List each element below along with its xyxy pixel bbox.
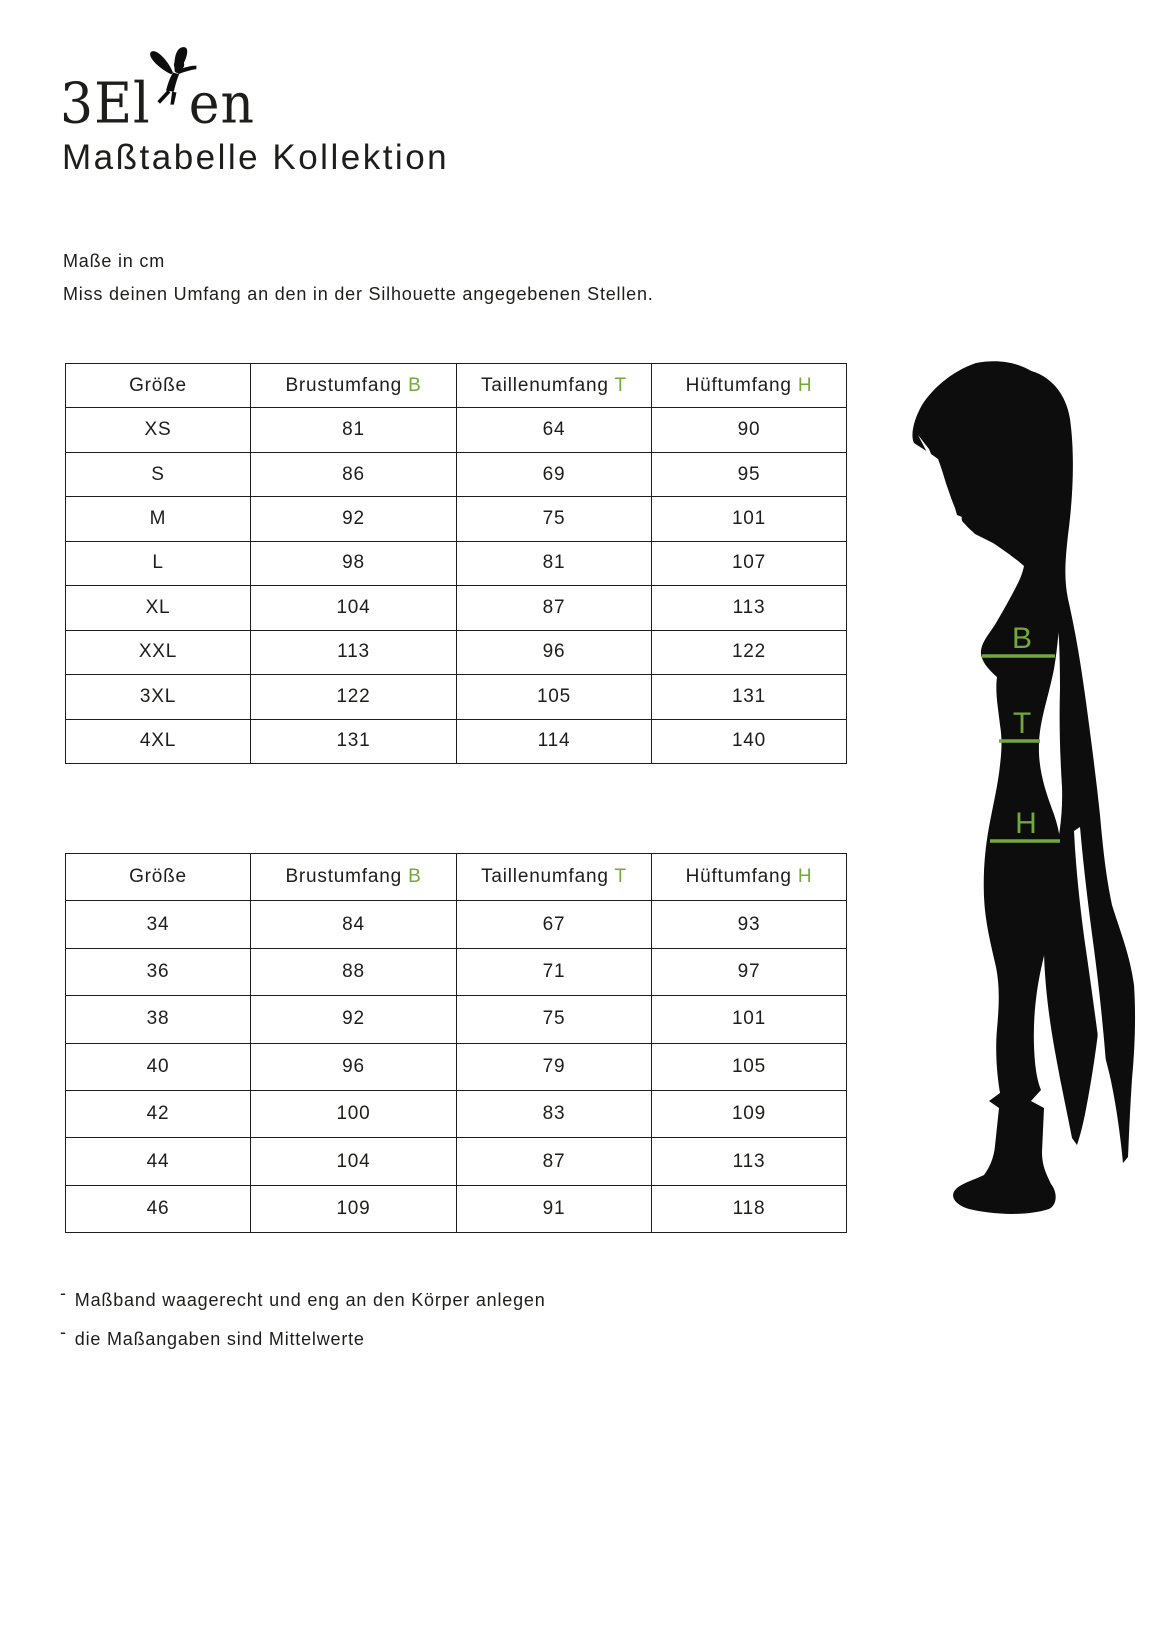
table-row bbox=[66, 1090, 847, 1137]
hip-label: H bbox=[1015, 807, 1037, 840]
table-cell: 131 bbox=[251, 719, 457, 763]
table-cell: 92 bbox=[251, 996, 457, 1043]
table-row bbox=[66, 1043, 847, 1090]
note-dash: - bbox=[60, 1322, 67, 1342]
intro-text bbox=[63, 245, 654, 311]
table-cell: XL bbox=[66, 586, 251, 630]
table-cell: 93 bbox=[652, 901, 847, 948]
intro-line-units: Maße in cm bbox=[63, 251, 166, 271]
table-cell: 98 bbox=[251, 541, 457, 585]
table-cell: 113 bbox=[652, 586, 847, 630]
note-item bbox=[60, 1281, 546, 1320]
table-cell: 90 bbox=[652, 408, 847, 452]
page-title: Maßtabelle Kollektion bbox=[62, 138, 450, 177]
table-cell: 113 bbox=[652, 1138, 847, 1185]
column-header-size: Größe bbox=[66, 854, 251, 901]
table-cell: 86 bbox=[251, 452, 457, 496]
table-cell: 4XL bbox=[66, 719, 251, 763]
table-cell: 42 bbox=[66, 1090, 251, 1137]
bust-letter-badge: B bbox=[408, 374, 422, 396]
table-cell: 81 bbox=[251, 408, 457, 452]
silhouette-body bbox=[912, 361, 1070, 1214]
hip-letter-badge: H bbox=[797, 374, 813, 396]
table-cell: 75 bbox=[457, 996, 652, 1043]
table-cell: 122 bbox=[652, 630, 847, 674]
table-cell: 97 bbox=[652, 948, 847, 995]
note-text: Maßband waagerecht und eng an den Körper anlegen bbox=[74, 1290, 546, 1310]
table-cell: 109 bbox=[251, 1185, 457, 1232]
table-cell: 101 bbox=[652, 497, 847, 541]
table-cell: S bbox=[66, 452, 251, 496]
table-cell: 71 bbox=[457, 948, 652, 995]
measurement-notes bbox=[60, 1281, 546, 1359]
table-cell: L bbox=[66, 541, 251, 585]
note-dash: - bbox=[60, 1283, 67, 1303]
waist-letter-badge: T bbox=[614, 374, 627, 396]
bust-label: B bbox=[1011, 622, 1033, 655]
table-cell: 83 bbox=[457, 1090, 652, 1137]
column-header-bust: Brustumfang B bbox=[251, 854, 457, 901]
table-cell: 109 bbox=[652, 1090, 847, 1137]
silhouette-figure bbox=[872, 356, 1137, 1218]
table-header-row bbox=[66, 854, 847, 901]
table-cell: 101 bbox=[652, 996, 847, 1043]
table-cell: 81 bbox=[457, 541, 652, 585]
size-table-german bbox=[65, 853, 847, 1233]
table-cell: 38 bbox=[66, 996, 251, 1043]
table-row bbox=[66, 452, 847, 496]
table-cell: 88 bbox=[251, 948, 457, 995]
brand-text-left: 3El bbox=[60, 71, 151, 137]
table-cell: 104 bbox=[251, 586, 457, 630]
column-header-size: Größe bbox=[66, 364, 251, 408]
table-cell: 87 bbox=[457, 586, 652, 630]
column-header-hip: Hüftumfang H bbox=[652, 854, 847, 901]
note-text: die Maßangaben sind Mittelwerte bbox=[74, 1329, 365, 1349]
table-cell: 114 bbox=[457, 719, 652, 763]
table-cell: 69 bbox=[457, 452, 652, 496]
table-row bbox=[66, 497, 847, 541]
table-cell: 87 bbox=[457, 1138, 652, 1185]
table-cell: 96 bbox=[457, 630, 652, 674]
table-row bbox=[66, 996, 847, 1043]
table-cell: 44 bbox=[66, 1138, 251, 1185]
table-row bbox=[66, 901, 847, 948]
table-cell: 46 bbox=[66, 1185, 251, 1232]
brand-text-right: en bbox=[188, 71, 255, 137]
table-cell: 105 bbox=[652, 1043, 847, 1090]
table-cell: 96 bbox=[251, 1043, 457, 1090]
table-cell: 118 bbox=[652, 1185, 847, 1232]
table-row bbox=[66, 675, 847, 719]
table-cell: 107 bbox=[652, 541, 847, 585]
table-cell: 84 bbox=[251, 901, 457, 948]
table-cell: 67 bbox=[457, 901, 652, 948]
table-row bbox=[66, 541, 847, 585]
table-row bbox=[66, 1138, 847, 1185]
table-row bbox=[66, 586, 847, 630]
table-cell: 34 bbox=[66, 901, 251, 948]
table-cell: 100 bbox=[251, 1090, 457, 1137]
note-item bbox=[60, 1320, 546, 1359]
table-cell: 131 bbox=[652, 675, 847, 719]
table-cell: XXL bbox=[66, 630, 251, 674]
table-cell: 95 bbox=[652, 452, 847, 496]
table-row bbox=[66, 948, 847, 995]
table-cell: 140 bbox=[652, 719, 847, 763]
column-header-waist: Taillenumfang T bbox=[457, 364, 652, 408]
table-cell: 79 bbox=[457, 1043, 652, 1090]
table-cell: 92 bbox=[251, 497, 457, 541]
table-row bbox=[66, 408, 847, 452]
column-header-bust: Brustumfang B bbox=[251, 364, 457, 408]
table-cell: 64 bbox=[457, 408, 652, 452]
table-row bbox=[66, 1185, 847, 1232]
column-header-waist: Taillenumfang T bbox=[457, 854, 652, 901]
hip-letter-badge: H bbox=[797, 866, 813, 888]
table-cell: 91 bbox=[457, 1185, 652, 1232]
bust-letter-badge: B bbox=[408, 866, 422, 888]
table-cell: 113 bbox=[251, 630, 457, 674]
waist-label: T bbox=[1012, 707, 1032, 740]
table-cell: 75 bbox=[457, 497, 652, 541]
table-row bbox=[66, 630, 847, 674]
table-cell: XS bbox=[66, 408, 251, 452]
size-table-international bbox=[65, 363, 847, 764]
table-cell: 104 bbox=[251, 1138, 457, 1185]
table-cell: 122 bbox=[251, 675, 457, 719]
table-cell: M bbox=[66, 497, 251, 541]
table-cell: 36 bbox=[66, 948, 251, 995]
table-header-row bbox=[66, 364, 847, 408]
table-row bbox=[66, 719, 847, 763]
table-cell: 40 bbox=[66, 1043, 251, 1090]
waist-letter-badge: T bbox=[614, 866, 627, 888]
intro-line-instruction: Miss deinen Umfang an den in der Silhouette angegebenen Stellen. bbox=[63, 284, 654, 304]
table-cell: 3XL bbox=[66, 675, 251, 719]
column-header-hip: Hüftumfang H bbox=[652, 364, 847, 408]
brand-logo bbox=[60, 34, 255, 137]
table-cell: 105 bbox=[457, 675, 652, 719]
